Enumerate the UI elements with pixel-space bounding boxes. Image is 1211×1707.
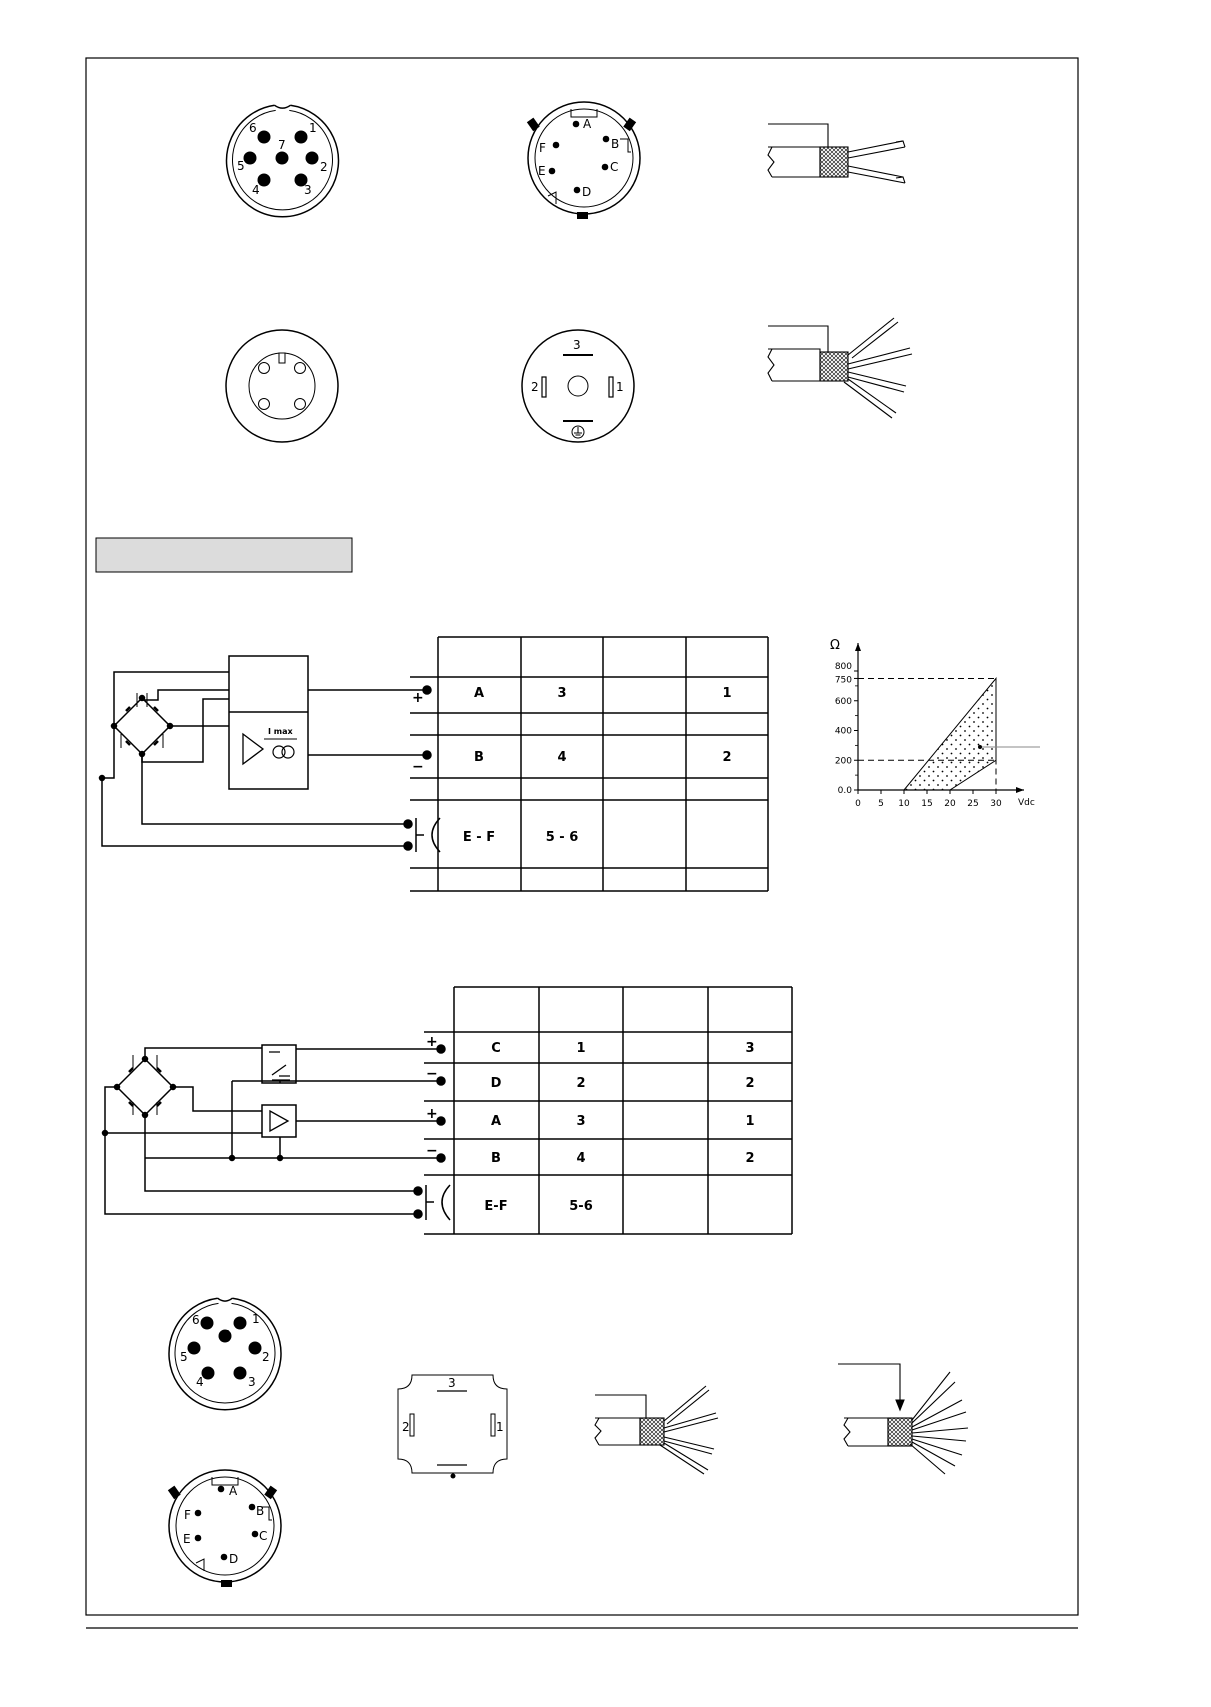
- iso-3pin-connector: [522, 330, 634, 442]
- d2-row2-col4: 2: [745, 1076, 755, 1091]
- iso-pin-1-label: 1: [616, 380, 624, 394]
- d1-row1-col4: 1: [722, 686, 732, 701]
- d2-row3-col1: A: [490, 1114, 502, 1129]
- x-tick-label-5: 5: [878, 799, 884, 809]
- d2-row2-col2: 2: [576, 1076, 586, 1091]
- wiring-diagram-2: [103, 987, 793, 1234]
- wiring-diagram-1: [100, 637, 769, 891]
- d1-row3-col4: 2: [722, 750, 732, 765]
- d1-row5-col2: 5 - 6: [545, 830, 579, 845]
- mil6-bottom-pin-a: A: [229, 1484, 238, 1498]
- y-axis-arrow: [855, 643, 861, 651]
- iso-pin-2-label: 2: [531, 380, 539, 394]
- mil6-bottom-pin-f: F: [184, 1508, 191, 1522]
- mil6-top-pin-d: D: [582, 185, 592, 199]
- din7-bottom-pin-7: 7: [222, 1328, 230, 1342]
- x-tick-label-10: 10: [898, 799, 910, 809]
- din7-connector-top: [227, 105, 339, 216]
- din7-top-pin-5: 5: [237, 159, 245, 173]
- cable-multiwire-bottom: [838, 1364, 968, 1474]
- diagram2-sign-row1: +: [426, 1034, 438, 1050]
- earth-ground-icon: [572, 426, 584, 438]
- din7-bottom-pin-1: 1: [252, 1312, 260, 1326]
- d1-row5-col1: E - F: [462, 830, 496, 845]
- x-tick-label-25: 25: [967, 799, 979, 809]
- mil6-top-pin-b: B: [611, 137, 620, 151]
- din7-bottom-pin-6: 6: [192, 1313, 200, 1327]
- din7-top-pin-2: 2: [320, 160, 328, 174]
- d2-row5-col1: E-F: [484, 1199, 508, 1214]
- x-tick-label-0: 0: [855, 799, 861, 809]
- d2-row4-col4: 2: [745, 1151, 755, 1166]
- page-frame: [86, 58, 1078, 1615]
- d2-row3-col2: 3: [576, 1114, 586, 1129]
- y-tick-label-200: 200: [834, 756, 852, 767]
- diagram2-sign-row4: −: [426, 1143, 438, 1159]
- diagram2-sign-row3: +: [426, 1106, 438, 1122]
- iso-pin-3-label: 3: [573, 338, 581, 352]
- din7-bottom-pin-4: 4: [196, 1375, 204, 1389]
- y-tick-label-600: 600: [834, 696, 852, 707]
- d1-row3-col2: 4: [557, 750, 567, 765]
- x-tick-label-20: 20: [944, 799, 956, 809]
- chart-x-unit: Vdc: [1018, 798, 1035, 808]
- mil6-top-pin-a: A: [583, 117, 592, 131]
- mil6-connector-top: [527, 102, 640, 219]
- mil6-bottom-pin-e: E: [183, 1532, 191, 1546]
- square-pin-1-label: 1: [496, 1420, 504, 1434]
- din7-top-pin-1: 1: [309, 121, 317, 135]
- diagram2-table: [484, 1041, 754, 1214]
- square-3pin-connector: [398, 1375, 507, 1479]
- d2-row5-col2: 5-6: [569, 1199, 593, 1214]
- mil6-top-pin-f: F: [539, 141, 546, 155]
- din7-top-pin-4: 4: [252, 183, 260, 197]
- d2-row1-col4: 3: [745, 1041, 755, 1056]
- load-chart: [830, 638, 1040, 809]
- d2-row1-col2: 1: [576, 1041, 586, 1056]
- d2-row1-col1: C: [491, 1041, 501, 1056]
- diagram1-table: [463, 686, 732, 845]
- diagram1-minus-sign: −: [412, 759, 424, 775]
- d1-row1-col2: 3: [557, 686, 567, 701]
- y-tick-label-800: 800: [834, 662, 852, 672]
- round-4pin-connector: [226, 330, 338, 442]
- din7-bottom-pin-5: 5: [180, 1350, 188, 1364]
- x-axis-arrow: [1016, 787, 1024, 793]
- diagram2-sign-row2: −: [426, 1066, 438, 1082]
- din7-connector-bottom: [169, 1298, 281, 1410]
- mil6-bottom-pin-c: C: [259, 1529, 268, 1543]
- din7-bottom-pin-2: 2: [262, 1350, 270, 1364]
- operating-area-polygon: [904, 678, 996, 790]
- d1-row3-col1: B: [474, 750, 484, 765]
- diagram1-plus-sign: +: [412, 690, 424, 706]
- d1-row1-col1: A: [473, 686, 485, 701]
- section-header-box: [96, 538, 352, 572]
- y-tick-label-400: 400: [834, 726, 852, 737]
- diagram1-source-label: I max: [268, 727, 293, 736]
- cable-2wire-top: [768, 124, 905, 183]
- din7-bottom-pin-3: 3: [248, 1375, 256, 1389]
- square-pin-2-label: 2: [402, 1420, 410, 1434]
- chart-y-unit: Ω: [830, 638, 840, 653]
- din7-top-pin-3: 3: [304, 183, 312, 197]
- x-tick-label-30: 30: [990, 799, 1002, 809]
- din7-top-pin-7: 7: [278, 138, 286, 152]
- mil6-bottom-pin-b: B: [256, 1504, 265, 1518]
- y-tick-label-0: 0.0: [837, 786, 852, 796]
- chart-reference-point: [978, 745, 982, 749]
- d2-row2-col1: D: [490, 1076, 502, 1091]
- square-pin-3-label: 3: [448, 1376, 456, 1390]
- x-tick-label-15: 15: [921, 799, 933, 809]
- mil6-connector-bottom: [168, 1470, 281, 1587]
- mil6-top-pin-c: C: [610, 160, 619, 174]
- y-tick-label-750: 750: [834, 675, 852, 686]
- d2-row3-col4: 1: [745, 1114, 755, 1129]
- mil6-bottom-pin-d: D: [229, 1552, 239, 1566]
- mil6-top-pin-e: E: [538, 164, 546, 178]
- cable-4wire-bottom: [595, 1386, 718, 1474]
- d2-row4-col2: 4: [576, 1151, 586, 1166]
- din7-top-pin-6: 6: [249, 121, 257, 135]
- d2-row4-col1: B: [491, 1151, 501, 1166]
- cable-4wire-mid: [768, 318, 912, 418]
